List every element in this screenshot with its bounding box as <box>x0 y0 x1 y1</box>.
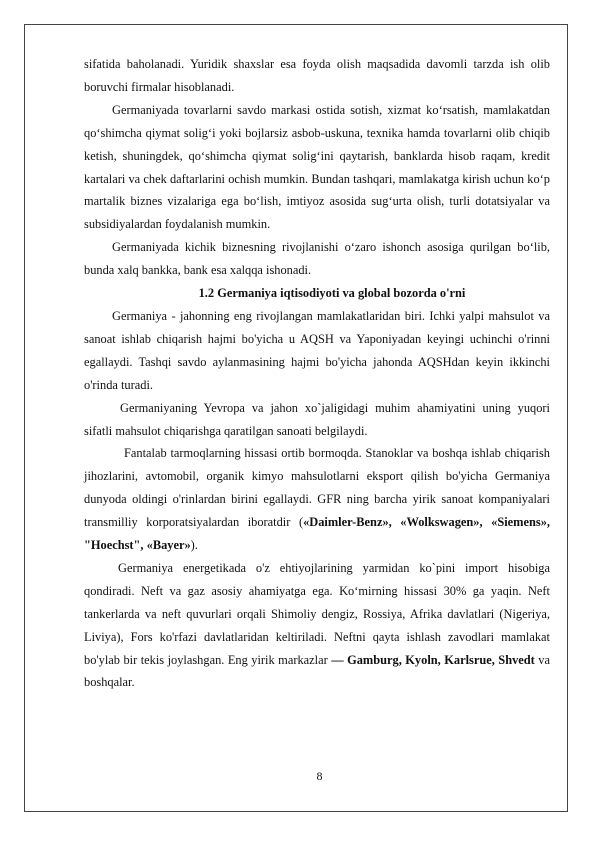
paragraph-7-end: va boshqalar. <box>84 652 550 690</box>
paragraph-7 <box>84 557 550 694</box>
company-list: «Daimler-Benz», «Wolkswagen», «Siemens», "Hoechst", «Bayer» <box>84 515 550 553</box>
paragraph-6 <box>84 442 550 557</box>
paragraph-4: Germaniya - jahonning eng rivojlangan mamlakatlaridan biri. Ichki yalpi mahsulot va sanoat ishlab chiqarish hajmi bo'yicha u AQSH va Yaponiyadan keyingi uchinchi o'rinni egallaydi. Tashqi savdo aylanmasining hajmi bo'yicha jahonda AQSHdan keyin ikkinchi o'rinda turadi. <box>84 308 550 392</box>
paragraph-3: Germaniyada kichik biznesning rivojlanishi o‘zaro ishonch asosiga qurilgan bo‘lib, bunda xalq bankka, bank esa xalqqa ishonadi. <box>84 240 550 278</box>
paragraph-2: Germaniyada tovarlarni savdo markasi ostida sotish, xizmat ko‘rsatish, mamlakatdan qo‘shimcha qiymat solig‘i yoki bojlarsiz asbob-uskuna, texnika hamda tovarlarni olib chiqib ketish, shuningdek, qo‘shimcha qiymat solig‘ini qaytarish, banklarda hisob raqam, kredit kartalari va chek daftarlarini ochish mumkin. Bundan tashqari, mamlakatga kirish uchun ko‘p martalik biznes vizalariga ega bo‘lish, imtiyoz asosida sug‘urta olish, turli dotatsiyalar va subsidiyalardan foydalanish mumkin. <box>84 102 550 232</box>
paragraph-1: sifatida baholanadi. Yuridik shaxslar esa foyda olish maqsadida davomli tarzda ish olib boruvchi firmalar hisoblanadi. <box>84 57 550 94</box>
document-body <box>84 53 550 694</box>
paragraph-6-end: ). <box>190 538 198 553</box>
paragraph-6-text: Fantalab tarmoqlarning hissasi ortib bormoqda. Stanoklar va boshqa ishlab chiqarish jihozlarini, avtomobil, organik kimyo mahsulotlarni eksport qilish bo'yicha Germaniya dunyoda oldingi o'rinlardan birini egallaydi. GFR ning barcha yirik sanoat kompaniyalari transmilliy korporatsiyalardan iboratdir ( <box>84 446 550 530</box>
city-list: — Gamburg, Kyoln, Karlsrue, Shvedt <box>331 652 535 667</box>
page-number: 8 <box>316 769 323 783</box>
paragraph-7-text: Germaniya energetikada o'z ehtiyojlarining yarmidan ko`pini import hisobiga qondiradi. Neft va gaz asosiy ahamiyatga ega. Ko‘mirning hissasi 30% ga yaqin. Neft tankerlarda va neft quvurlari orqali Shimoliy dengiz, Rossiya, Afrika davlatlari (Nigeriya, Liviya), Fors ko'rfazi davlatlaridan keltiriladi. Neftni qayta ishlash zavodlari mamlakat bo'ylab bir tekis joylashgan. Eng yirik markazlar <box>84 560 550 667</box>
paragraph-5: Germaniyaning Yevropa va jahon xo`jaligidagi muhim ahamiyatini uning yuqori sifatli mahsulot chiqarishga qaratilgan sanoati belgilaydi. <box>84 400 550 438</box>
section-heading: 1.2 Germaniya iqtisodiyoti va global bozorda o'rni <box>198 286 466 301</box>
